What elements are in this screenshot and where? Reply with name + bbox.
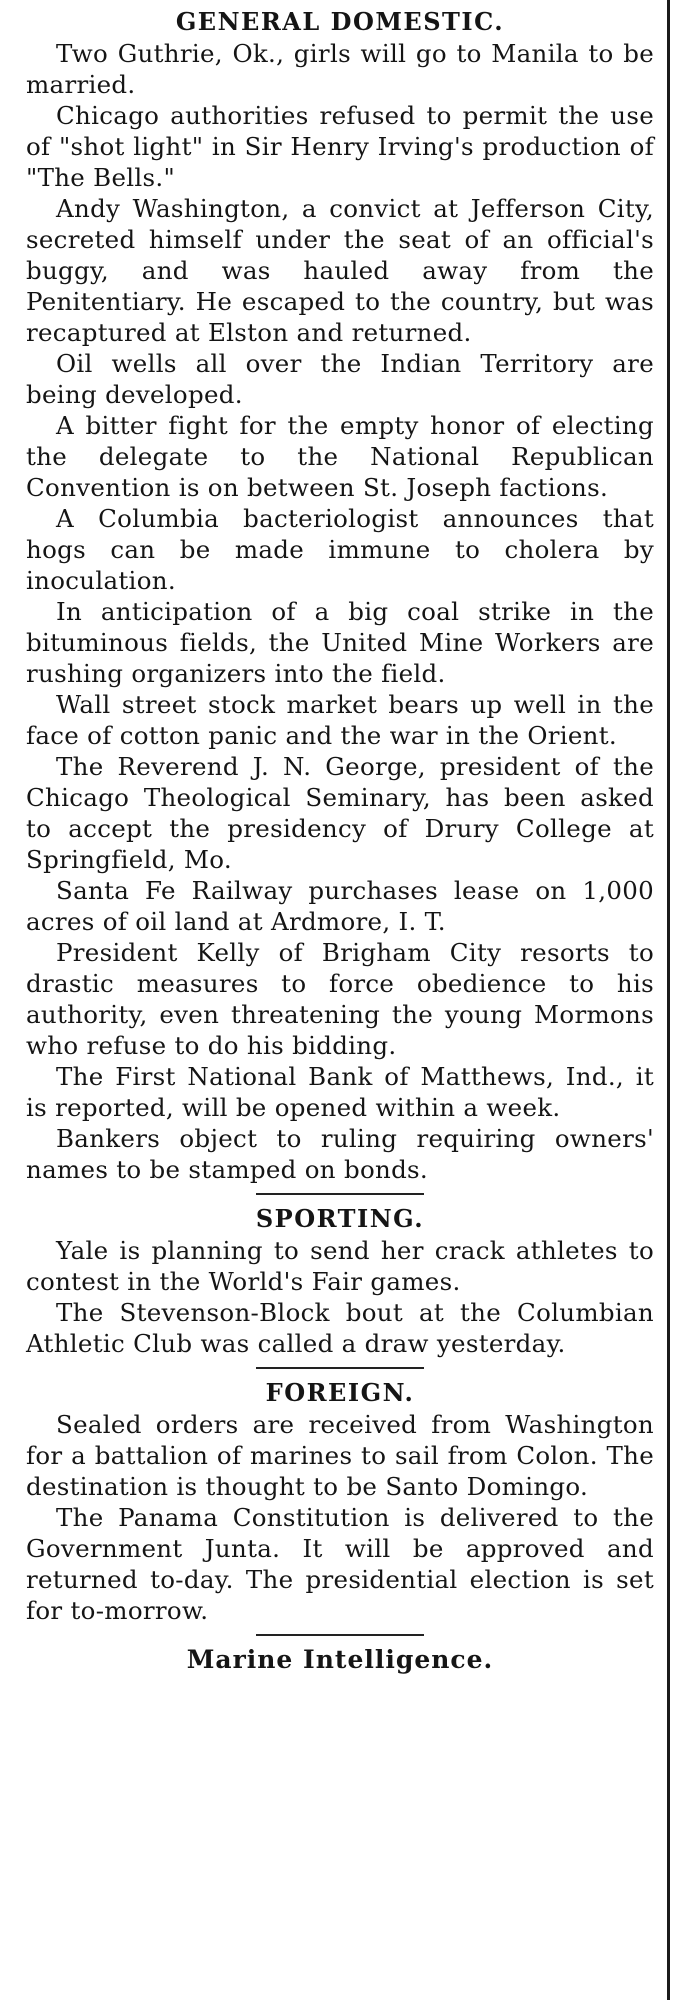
section-divider — [256, 1367, 424, 1369]
news-item: The First National Bank of Matthews, Ind., it is reported, will be opened within a week. — [26, 1062, 654, 1122]
column-rule — [667, 0, 670, 2000]
news-item: Wall street stock market bears up well in the face of cotton panic and the war in the Orient. — [26, 690, 654, 750]
section-heading-sporting: SPORTING. — [255, 1204, 425, 1233]
news-item: The Reverend J. N. George, president of the Chicago Theological Seminary, has been asked to accept the presidency of Drury College at Springfield, Mo. — [26, 752, 654, 874]
section-divider — [256, 1193, 424, 1195]
section-heading-foreign: FOREIGN. — [265, 1378, 415, 1407]
news-item: Sealed orders are received from Washington for a battalion of marines to sail from Colon. The destination is thought to be Santo Domingo. — [26, 1410, 654, 1501]
news-item: A Columbia bacteriologist announces that hogs can be made immune to cholera by inoculation. — [26, 504, 654, 595]
news-item: In anticipation of a big coal strike in the bituminous fields, the United Mine Workers are rushing organizers into the field. — [26, 597, 654, 688]
section-divider — [256, 1634, 424, 1636]
section-heading-general-domestic: GENERAL DOMESTIC. — [175, 7, 505, 36]
news-item: Oil wells all over the Indian Territory are being developed. — [26, 349, 654, 409]
news-item: A bitter fight for the empty honor of electing the delegate to the National Republican Convention is on between St. Joseph factions. — [26, 411, 654, 502]
news-item: Andy Washington, a convict at Jefferson City, secreted himself under the seat of an official's buggy, and was hauled away from the Penitentiary. He escaped to the country, but was recaptured at Elston and returned. — [26, 194, 654, 347]
news-item: Bankers object to ruling requiring owners' names to be stamped on bonds. — [26, 1124, 654, 1184]
section-heading-marine-intelligence: Marine Intelligence. — [186, 1645, 494, 1674]
news-column — [26, 4, 654, 1697]
news-item: The Stevenson-Block bout at the Columbian Athletic Club was called a draw yesterday. — [26, 1298, 654, 1358]
news-item: Two Guthrie, Ok., girls will go to Manila to be married. — [26, 39, 654, 99]
news-item: President Kelly of Brigham City resorts to drastic measures to force obedience to his authority, even threatening the young Mormons who refuse to do his bidding. — [26, 938, 654, 1060]
news-item: The Panama Constitution is delivered to the Government Junta. It will be approved and returned to-day. The presidential election is set for to-morrow. — [26, 1503, 654, 1625]
news-item: Santa Fe Railway purchases lease on 1,000 acres of oil land at Ardmore, I. T. — [26, 876, 654, 936]
news-item: Yale is planning to send her crack athletes to contest in the World's Fair games. — [26, 1236, 654, 1296]
news-item: Chicago authorities refused to permit the use of "shot light" in Sir Henry Irving's production of "The Bells." — [26, 101, 654, 192]
